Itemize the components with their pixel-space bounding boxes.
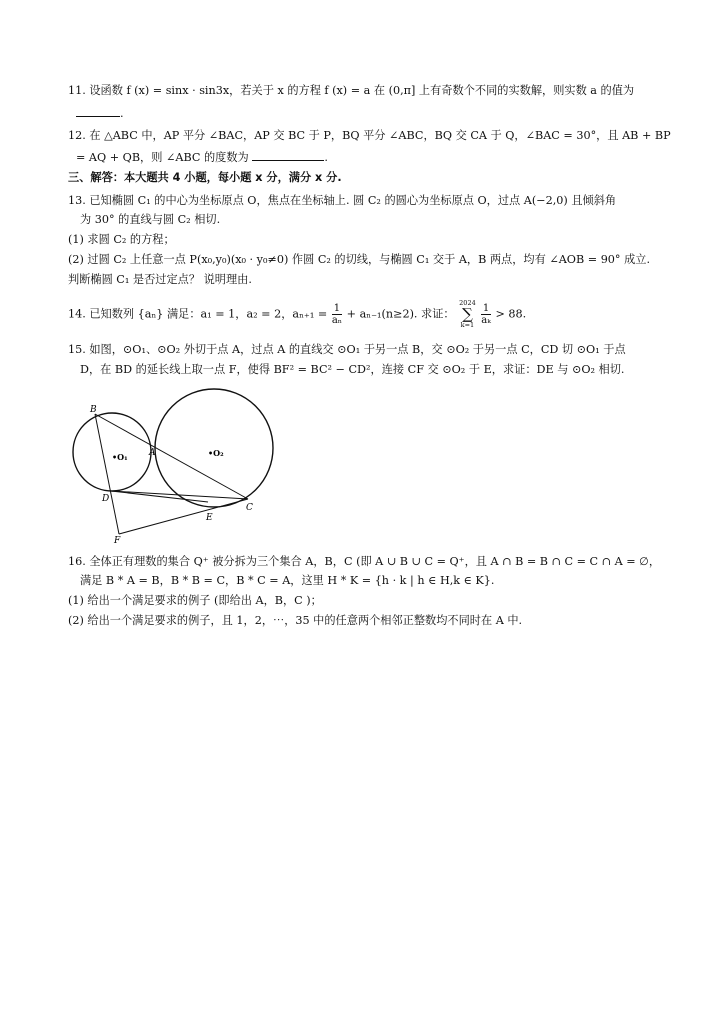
q16-line1: 16. 全体正有理数的集合 Q⁺ 被分拆为三个集合 A，B，C (即 A ∪ B ∪ C = Q⁺，且 A ∩ B = B ∩ C = C ∩ A = ∅， bbox=[68, 555, 661, 568]
label-d: D bbox=[102, 494, 110, 504]
q16-part1: (1) 给出一个满足要求的例子 (即给出 A，B，C )； bbox=[68, 594, 322, 607]
q13-part2b: 判断椭圆 C₁ 是否过定点？ 说明理由. bbox=[68, 273, 252, 286]
q11-answer-blank[interactable] bbox=[76, 106, 120, 117]
q12-line2-text: = AQ + QB，则 ∠ABC 的度数为 bbox=[76, 151, 249, 164]
q14-frac-den: aₙ bbox=[331, 315, 343, 326]
q14-sum-symbol: ∑ bbox=[462, 305, 473, 323]
q14-sum-top: 2024 bbox=[459, 299, 476, 307]
label-o1: •O₁ bbox=[112, 452, 128, 462]
q12-line1: 12. 在 △ABC 中，AP 平分 ∠BAC，AP 交 BC 于 P，BQ 平分 ∠ABC，BQ 交 CA 于 Q，∠BAC = 30°，且 AB + BP bbox=[68, 129, 671, 142]
q16-line2: 满足 B * A = B，B * B = C，B * C = A，这里 H * K = {h · k | h ∈ H,k ∈ K}. bbox=[80, 574, 495, 587]
q14-sum-num: 1 bbox=[482, 303, 490, 314]
q12-line2 bbox=[76, 150, 328, 165]
line-de bbox=[111, 491, 208, 502]
line-bf bbox=[95, 414, 119, 534]
label-e: E bbox=[206, 513, 213, 523]
q13-line2: 为 30° 的直线与圆 C₂ 相切. bbox=[80, 213, 221, 226]
label-c: C bbox=[246, 503, 253, 513]
q13-part2: (2) 过圆 C₂ 上任意一点 P(x₀,y₀)(x₀ · y₀≠0) 作圆 C₂ 的切线，与椭圆 C₁ 交于 A，B 两点，均有 ∠AOB = 90° 成立. bbox=[68, 253, 651, 266]
q14-text-c: > 88. bbox=[495, 307, 527, 321]
label-f: F bbox=[114, 536, 121, 544]
q14-text-b: + aₙ₋₁(n≥2). 求证： bbox=[346, 307, 455, 321]
q15-line1: 15. 如图，⊙O₁、⊙O₂ 外切于点 A，过点 A 的直线交 ⊙O₁ 于另一点 B，交 ⊙O₂ 于另一点 C，CD 切 ⊙O₁ 于点 bbox=[68, 343, 626, 356]
q14-sum-den: aₖ bbox=[481, 315, 491, 326]
label-b: B bbox=[90, 405, 97, 415]
label-a: A bbox=[149, 448, 156, 458]
q14-sum-bottom: k=1 bbox=[460, 321, 475, 329]
q11-period: . bbox=[120, 107, 124, 120]
q14-text-a: 14. 已知数列 {aₙ} 满足：a₁ = 1，a₂ = 2，aₙ₊₁ = bbox=[68, 307, 328, 321]
q14-sum-fraction bbox=[481, 303, 491, 326]
q12-answer-blank[interactable] bbox=[252, 150, 324, 161]
q16-part2: (2) 给出一个满足要求的例子，且 1，2，⋯，35 中的任意两个相邻正整数均不同时在 A 中. bbox=[68, 614, 523, 627]
q12-period: . bbox=[324, 151, 328, 164]
q13-line1: 13. 已知椭圆 C₁ 的中心为坐标原点 O，焦点在坐标轴上. 圆 C₂ 的圆心为坐标原点 O，过点 A(−2,0) 且倾斜角 bbox=[68, 194, 617, 207]
q14-line bbox=[68, 300, 526, 329]
geometry-figure bbox=[68, 384, 280, 544]
q14-fraction bbox=[332, 303, 342, 326]
label-o2: •O₂ bbox=[208, 448, 224, 458]
q11-line2 bbox=[76, 106, 124, 121]
q11-line1: 11. 设函数 f (x) = sinx · sin3x，若关于 x 的方程 f (x) = a 在 (0,π] 上有奇数个不同的实数解，则实数 a 的值为 bbox=[68, 84, 635, 97]
section-heading: 三、解答：本大题共 4 小题，每小题 x 分，满分 x 分. bbox=[68, 171, 342, 184]
line-fc bbox=[119, 499, 248, 534]
q14-sum bbox=[459, 300, 476, 329]
line-dc bbox=[111, 491, 248, 499]
q15-line2: D，在 BD 的延长线上取一点 F，使得 BF² = BC² − CD²，连接 CF 交 ⊙O₂ 于 E，求证：DE 与 ⊙O₂ 相切. bbox=[80, 363, 625, 376]
q14-frac-num: 1 bbox=[333, 303, 341, 314]
q13-part1: (1) 求圆 C₂ 的方程； bbox=[68, 233, 175, 246]
